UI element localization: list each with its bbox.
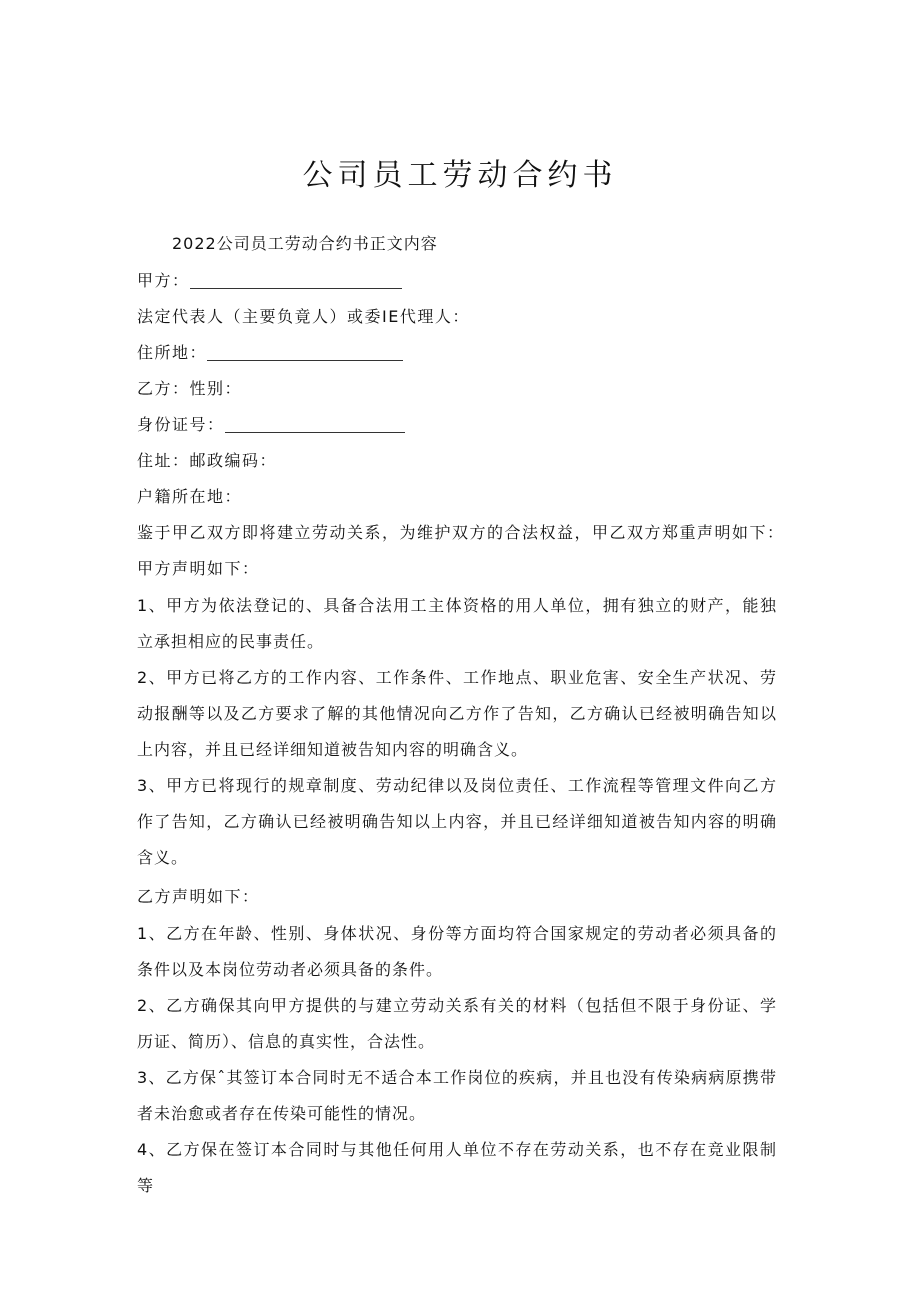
document-title: 公司员工劳动合约书 bbox=[302, 158, 618, 193]
party-a-heading: 甲方声明如下： bbox=[137, 559, 260, 578]
field-id-number bbox=[137, 412, 405, 435]
field-address-label: 住所地： bbox=[137, 343, 208, 362]
field-party-b-gender: 乙方：性别： bbox=[137, 379, 243, 398]
field-id-number-label: 身份证号： bbox=[137, 415, 225, 434]
field-legal-rep: 法定代表人（主要负竟人）或委IE代理人： bbox=[137, 307, 470, 326]
field-household: 户籍所在地： bbox=[137, 487, 243, 506]
document-subtitle: 2022公司员工劳动合约书正文内容 bbox=[172, 234, 438, 253]
party-b-item-2: 2、乙方确保其向甲方提供的与建立劳动关系有关的材料（包括但不限于身份证、学历证、简历）、信息的真实性，合法性。 bbox=[137, 996, 777, 1051]
address-blank bbox=[207, 344, 403, 361]
party-a-item-2: 2、甲方已将乙方的工作内容、工作条件、工作地点、职业危害、安全生产状况、劳动报酬等以及乙方要求了解的其他情况向乙方作了告知，乙方确认已经被明确告知以上内容，并且已经详细知道被告知内容的明确含义。 bbox=[137, 668, 777, 759]
party-a-item-3: 3、甲方已将现行的规章制度、劳动纪律以及岗位责任、工作流程等管理文件向乙方作了告知，乙方确认已经被明确告知以上内容，并且已经详细知道被告知内容的明确含义。 bbox=[137, 776, 777, 867]
field-party-a bbox=[137, 268, 402, 291]
field-residence-zip: 住址：邮政编码： bbox=[137, 451, 278, 470]
id-number-blank bbox=[225, 416, 405, 433]
party-a-item-1: 1、甲方为依法登记的、具备合法用工主体资格的用人单位，拥有独立的财产，能独立承担相应的民事责任。 bbox=[137, 596, 777, 651]
field-address bbox=[137, 340, 403, 363]
party-b-item-4: 4、乙方保在签订本合同时与其他任何用人单位不存在劳动关系，也不存在竞业限制等 bbox=[137, 1140, 777, 1195]
party-b-item-3: 3、乙方保ˆ其签订本合同时无不适合本工作岗位的疾病，并且也没有传染病病原携带者未治愈或者存在传染可能性的情况。 bbox=[137, 1068, 777, 1123]
party-a-blank bbox=[190, 272, 402, 289]
party-b-item-1: 1、乙方在年龄、性别、身体状况、身份等方面均符合国家规定的劳动者必须具备的条件以及本岗位劳动者必须具备的条件。 bbox=[137, 924, 777, 979]
field-party-a-label: 甲方： bbox=[137, 271, 190, 290]
intro-paragraph: 鉴于甲乙双方即将建立劳动关系，为维护双方的合法权益，甲乙双方郑重声明如下： bbox=[137, 523, 785, 542]
party-b-heading: 乙方声明如下： bbox=[137, 887, 260, 906]
